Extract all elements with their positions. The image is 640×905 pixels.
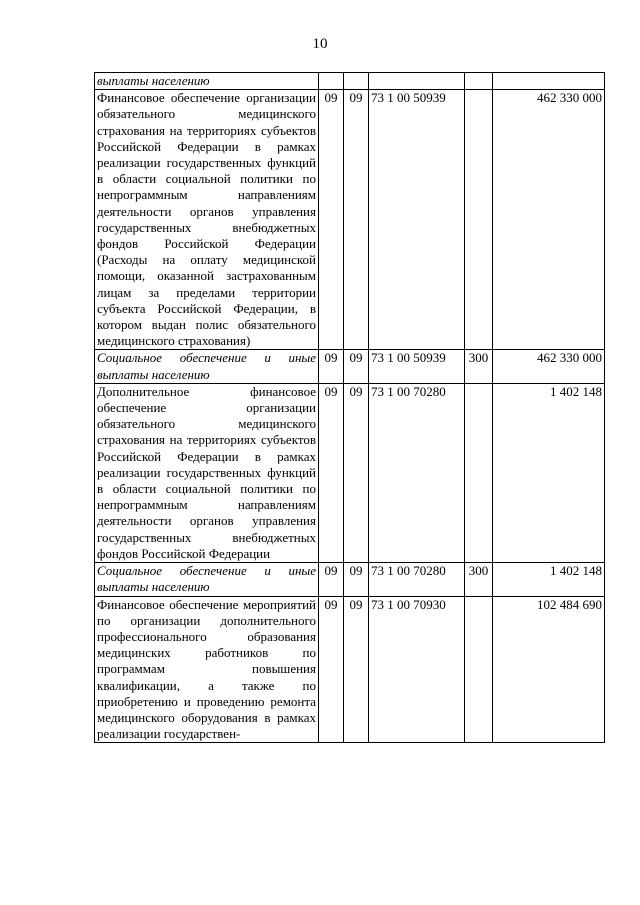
amount: 1 402 148 (493, 563, 605, 596)
item-name: Финансовое обеспечение мероприятий по организации дополнительного профессионального образования медицинских работников по программам повышения квалификации, а также по приобретению и проведению ремонта медицинского оборудования в рамках реализации государствен- (95, 596, 319, 743)
subsection-code: 09 (344, 596, 369, 743)
expense-type-code (465, 90, 493, 350)
amount: 462 330 000 (493, 90, 605, 350)
item-name: выплаты населению (95, 73, 319, 90)
table-row (95, 73, 605, 90)
target-article-code: 73 1 00 70930 (369, 596, 465, 743)
table-row (95, 596, 605, 743)
subsection-code (344, 73, 369, 90)
target-article-code: 73 1 00 50939 (369, 90, 465, 350)
expense-type-code: 300 (465, 563, 493, 596)
expense-type-code (465, 596, 493, 743)
subsection-code: 09 (344, 350, 369, 383)
target-article-code: 73 1 00 70280 (369, 563, 465, 596)
table-row (95, 563, 605, 596)
table-row (95, 383, 605, 562)
amount: 102 484 690 (493, 596, 605, 743)
page-number: 10 (312, 36, 328, 52)
target-article-code: 73 1 00 50939 (369, 350, 465, 383)
item-name: Социальное обеспечение и иные выплаты населению (95, 350, 319, 383)
section-code: 09 (319, 563, 344, 596)
expense-type-code (465, 73, 493, 90)
target-article-code: 73 1 00 70280 (369, 383, 465, 562)
section-code: 09 (319, 350, 344, 383)
section-code: 09 (319, 90, 344, 350)
amount (493, 73, 605, 90)
budget-table (94, 72, 605, 743)
table-row (95, 350, 605, 383)
subsection-code: 09 (344, 563, 369, 596)
amount: 462 330 000 (493, 350, 605, 383)
expense-type-code (465, 383, 493, 562)
section-code (319, 73, 344, 90)
table-row (95, 90, 605, 350)
target-article-code (369, 73, 465, 90)
amount: 1 402 148 (493, 383, 605, 562)
item-name: Дополнительное финансовое обеспечение организации обязательного медицинского страхования на территориях субъектов Российской Федерации в рамках реализации государственных функций в области социальной политики по непрограммным направлениям деятельности органов управления государственных внебюджетных фондов Российской Федерации (95, 383, 319, 562)
item-name: Финансовое обеспечение организации обязательного медицинского страхования на территориях субъектов Российской Федерации в рамках реализации государственных функций в области социальной политики по непрограммным направлениям деятельности органов управления государственных внебюджетных фондов Российской Федерации (Расходы на оплату медицинской помощи, оказанной застрахованным лицам за пределами территории субъекта Российской Федерации, в котором выдан полис обязательного медицинского страхования) (95, 90, 319, 350)
section-code: 09 (319, 596, 344, 743)
subsection-code: 09 (344, 383, 369, 562)
expense-type-code: 300 (465, 350, 493, 383)
subsection-code: 09 (344, 90, 369, 350)
section-code: 09 (319, 383, 344, 562)
item-name: Социальное обеспечение и иные выплаты населению (95, 563, 319, 596)
